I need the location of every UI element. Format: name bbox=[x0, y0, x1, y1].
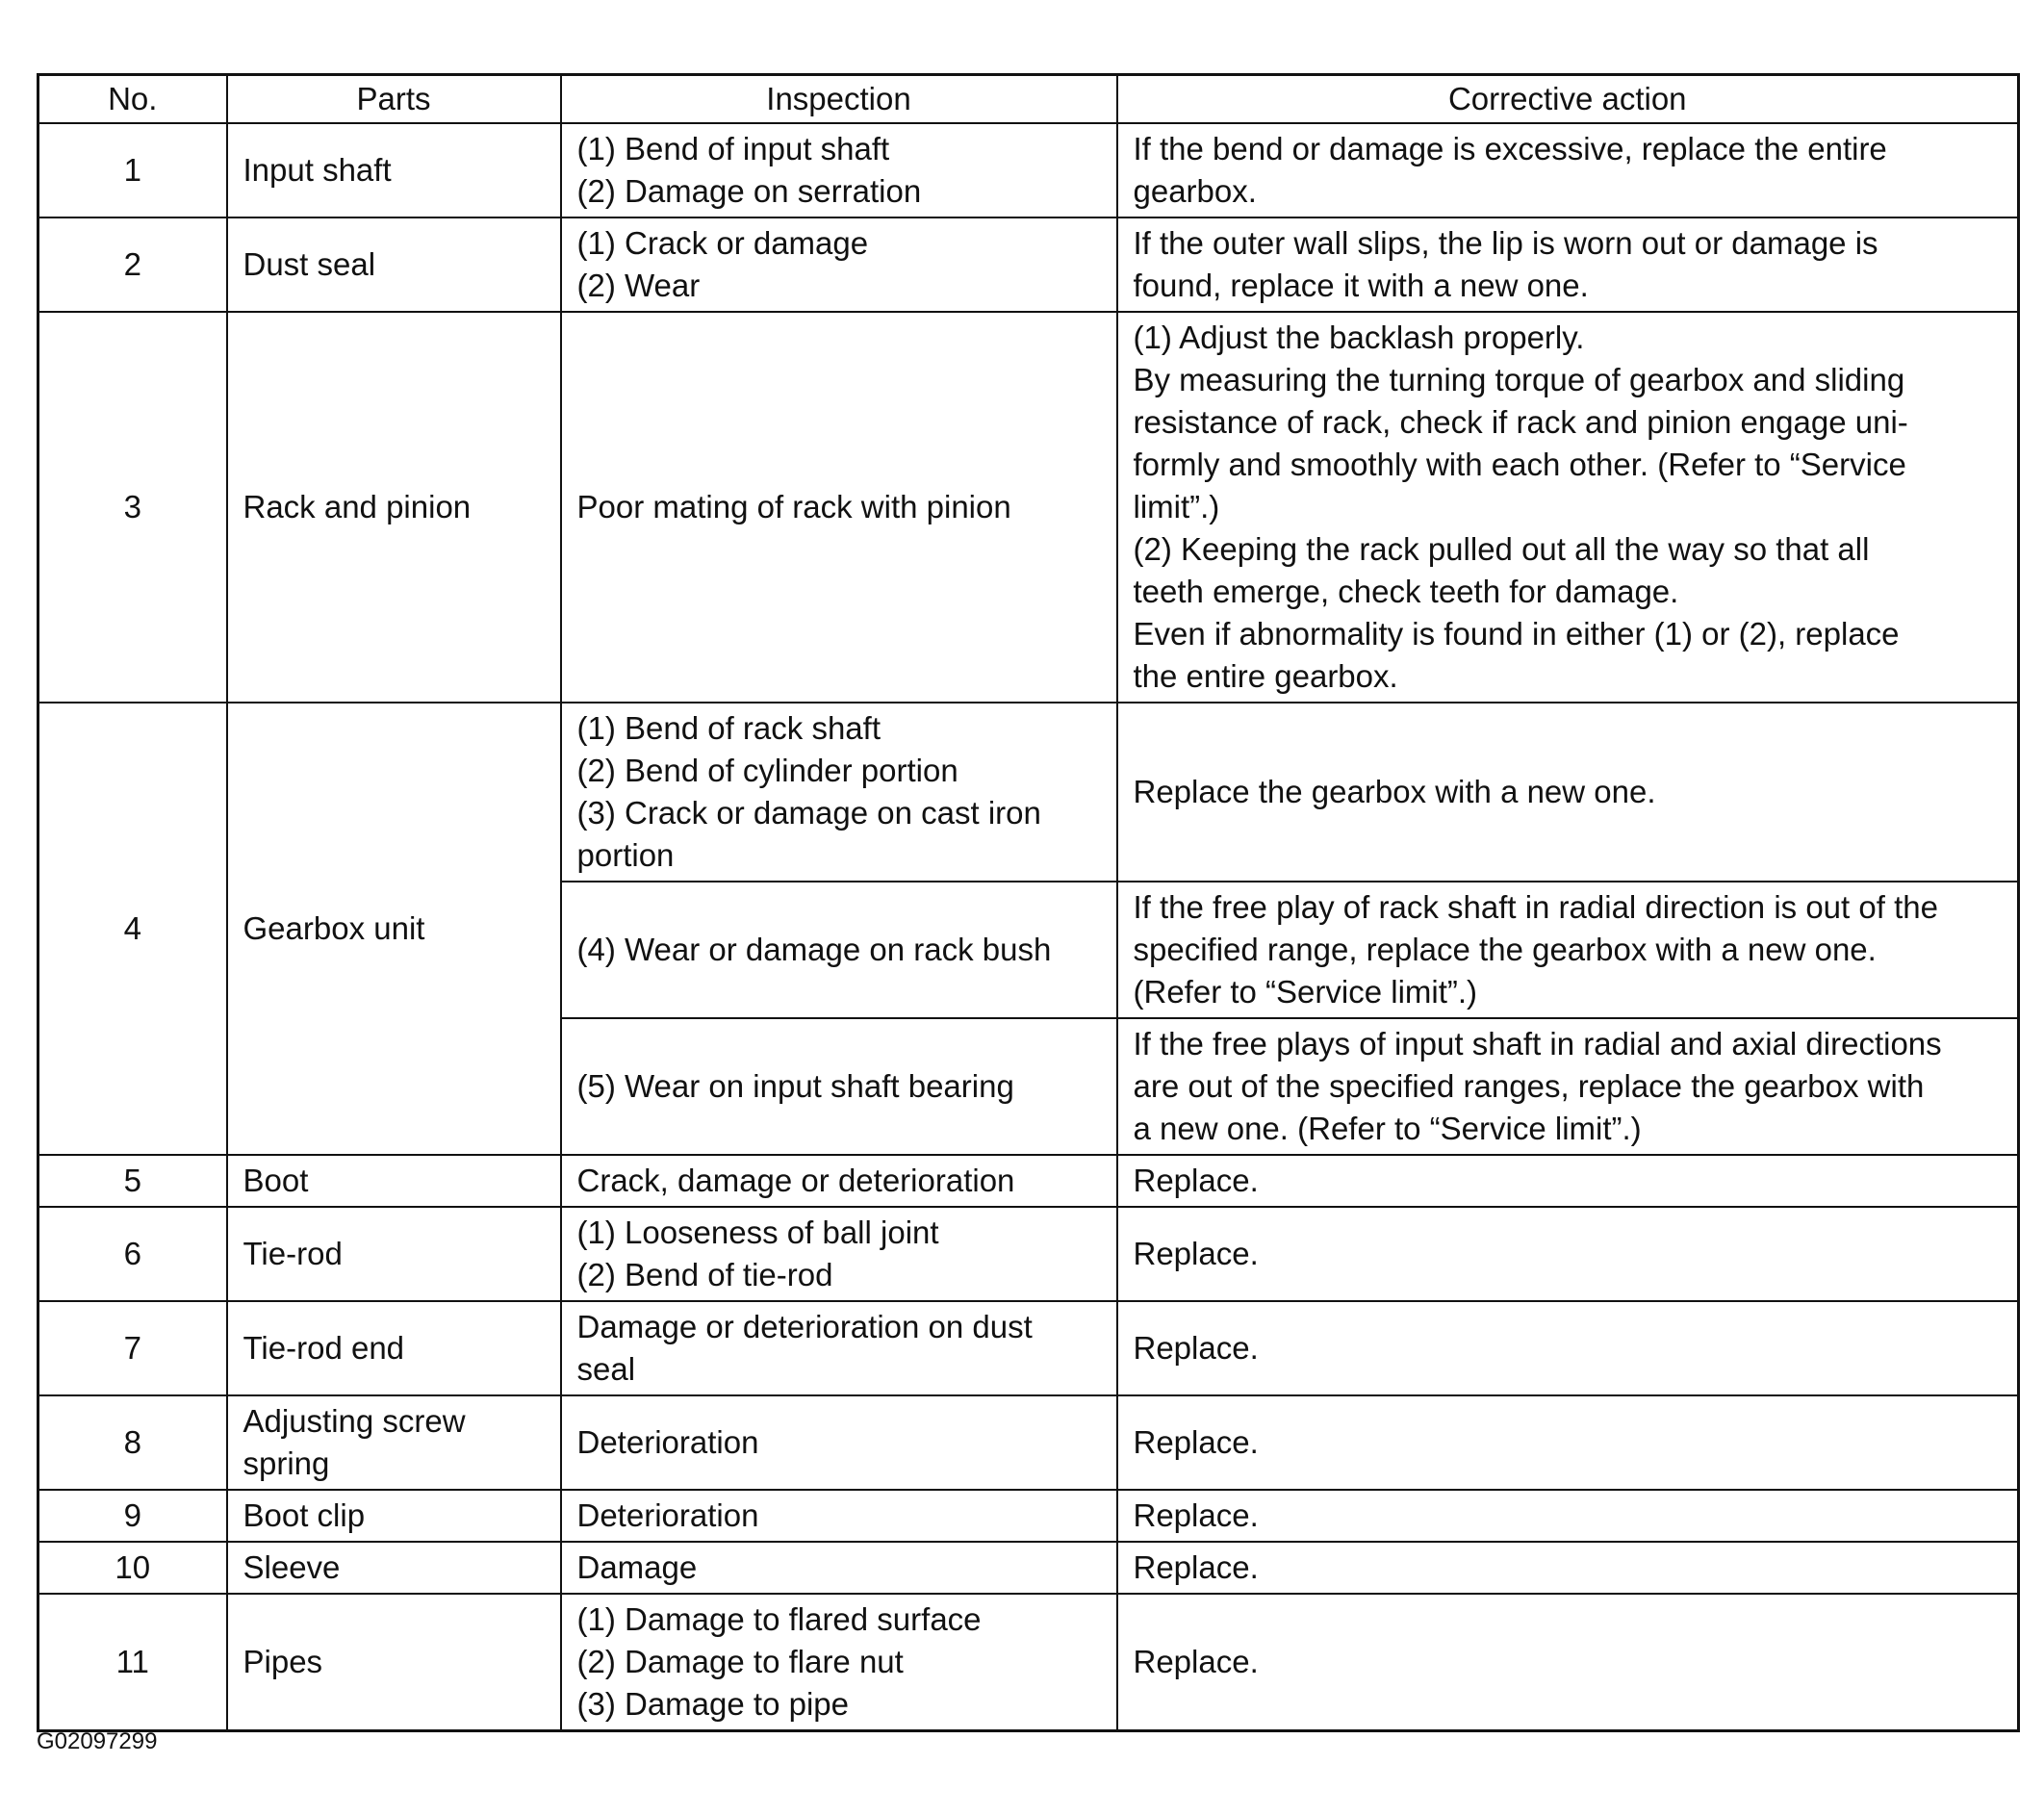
action-cell bbox=[1117, 703, 2019, 882]
inspection-cell bbox=[561, 1594, 1117, 1731]
header-no: No. bbox=[38, 75, 227, 124]
action-cell bbox=[1117, 1155, 2019, 1207]
inspection-cell bbox=[561, 1207, 1117, 1301]
action-cell bbox=[1117, 123, 2019, 217]
action-cell bbox=[1117, 312, 2019, 703]
action-line: Replace. bbox=[1133, 1236, 1259, 1271]
inspection-line: (5) Wear on input shaft bearing bbox=[576, 1068, 1014, 1104]
row-number: 7 bbox=[38, 1301, 227, 1395]
row-number: 3 bbox=[38, 312, 227, 703]
action-cell bbox=[1117, 1301, 2019, 1395]
action-line: By measuring the turning torque of gearbox and sliding bbox=[1133, 362, 1905, 397]
action-cell bbox=[1117, 1490, 2019, 1542]
inspection-cell bbox=[561, 217, 1117, 312]
inspection-line: (3) Crack or damage on cast iron bbox=[576, 795, 1041, 831]
part-name: Sleeve bbox=[227, 1542, 561, 1594]
inspection-line: (2) Damage on serration bbox=[576, 173, 922, 209]
header-row bbox=[38, 75, 2019, 124]
figure-code: G02097299 bbox=[37, 1728, 158, 1754]
row-number: 5 bbox=[38, 1155, 227, 1207]
inspection-cell bbox=[561, 123, 1117, 217]
inspection-line: Deterioration bbox=[576, 1497, 759, 1533]
table-row bbox=[38, 1594, 2019, 1731]
inspection-line: Damage bbox=[576, 1549, 698, 1585]
inspection-cell bbox=[561, 1395, 1117, 1490]
part-name: Tie-rod bbox=[227, 1207, 561, 1301]
action-line: found, replace it with a new one. bbox=[1133, 268, 1589, 303]
row-number: 2 bbox=[38, 217, 227, 312]
part-name: Input shaft bbox=[227, 123, 561, 217]
action-cell bbox=[1117, 1594, 2019, 1731]
action-line: Replace. bbox=[1133, 1497, 1259, 1533]
action-line: Replace. bbox=[1133, 1330, 1259, 1366]
row-number: 4 bbox=[38, 703, 227, 1155]
part-name bbox=[227, 1395, 561, 1490]
table-row bbox=[38, 1490, 2019, 1542]
action-line: gearbox. bbox=[1133, 173, 1257, 209]
action-line: resistance of rack, check if rack and pinion engage uni- bbox=[1133, 404, 1908, 440]
row-number: 6 bbox=[38, 1207, 227, 1301]
row-number: 9 bbox=[38, 1490, 227, 1542]
table-row bbox=[38, 1155, 2019, 1207]
action-line: formly and smoothly with each other. (Refer to “Service bbox=[1133, 447, 1906, 482]
action-line: (1) Adjust the backlash properly. bbox=[1133, 320, 1585, 355]
table-row bbox=[38, 1395, 2019, 1490]
action-cell bbox=[1117, 1542, 2019, 1594]
inspection-line: (2) Wear bbox=[576, 268, 701, 303]
part-name: Rack and pinion bbox=[227, 312, 561, 703]
row-number: 8 bbox=[38, 1395, 227, 1490]
part-name: Dust seal bbox=[227, 217, 561, 312]
inspection-line: Poor mating of rack with pinion bbox=[576, 489, 1011, 524]
inspection-cell bbox=[561, 1490, 1117, 1542]
inspection-line: Crack, damage or deterioration bbox=[576, 1163, 1015, 1198]
inspection-line: (4) Wear or damage on rack bush bbox=[576, 932, 1052, 967]
action-line: a new one. (Refer to “Service limit”.) bbox=[1133, 1111, 1642, 1146]
inspection-cell bbox=[561, 312, 1117, 703]
action-line: teeth emerge, check teeth for damage. bbox=[1133, 574, 1679, 609]
action-line: are out of the specified ranges, replace the gearbox with bbox=[1133, 1068, 1925, 1104]
part-name: Tie-rod end bbox=[227, 1301, 561, 1395]
table-row bbox=[38, 703, 2019, 882]
action-line: limit”.) bbox=[1133, 489, 1220, 524]
inspection-cell bbox=[561, 1542, 1117, 1594]
action-line: If the free plays of input shaft in radial and axial directions bbox=[1133, 1026, 1942, 1061]
header-inspection: Inspection bbox=[561, 75, 1117, 124]
inspection-line: (1) Bend of rack shaft bbox=[576, 710, 881, 746]
action-line: Replace the gearbox with a new one. bbox=[1133, 774, 1656, 809]
inspection-line: Deterioration bbox=[576, 1424, 759, 1460]
action-line: (Refer to “Service limit”.) bbox=[1133, 974, 1478, 1010]
inspection-cell bbox=[561, 1018, 1117, 1155]
table-row bbox=[38, 217, 2019, 312]
action-cell bbox=[1117, 882, 2019, 1018]
inspection-line: (1) Bend of input shaft bbox=[576, 131, 890, 166]
inspection-cell bbox=[561, 1155, 1117, 1207]
table-row bbox=[38, 312, 2019, 703]
inspection-line: portion bbox=[576, 837, 675, 873]
action-line: Replace. bbox=[1133, 1644, 1259, 1679]
table-row bbox=[38, 1207, 2019, 1301]
action-line: If the bend or damage is excessive, replace the entire bbox=[1133, 131, 1887, 166]
inspection-table bbox=[37, 73, 2020, 1732]
action-line: (2) Keeping the rack pulled out all the way so that all bbox=[1133, 531, 1870, 567]
action-line: Replace. bbox=[1133, 1163, 1259, 1198]
part-name-text: Adjusting screw spring bbox=[243, 1403, 466, 1481]
inspection-cell bbox=[561, 1301, 1117, 1395]
action-line: If the outer wall slips, the lip is worn out or damage is bbox=[1133, 225, 1878, 261]
inspection-line: (3) Damage to pipe bbox=[576, 1686, 849, 1722]
part-name: Boot clip bbox=[227, 1490, 561, 1542]
inspection-line: (1) Damage to flared surface bbox=[576, 1601, 982, 1637]
action-line: Replace. bbox=[1133, 1424, 1259, 1460]
row-number: 1 bbox=[38, 123, 227, 217]
header-corrective-action: Corrective action bbox=[1117, 75, 2019, 124]
part-name: Boot bbox=[227, 1155, 561, 1207]
row-number: 10 bbox=[38, 1542, 227, 1594]
table-row bbox=[38, 1542, 2019, 1594]
action-cell bbox=[1117, 1018, 2019, 1155]
inspection-line: seal bbox=[576, 1351, 636, 1387]
action-line: Even if abnormality is found in either (1) or (2), replace bbox=[1133, 616, 1900, 652]
action-cell bbox=[1117, 1207, 2019, 1301]
inspection-line: Damage or deterioration on dust bbox=[576, 1309, 1033, 1344]
action-line: If the free play of rack shaft in radial direction is out of the bbox=[1133, 889, 1938, 925]
row-number: 11 bbox=[38, 1594, 227, 1731]
action-line: specified range, replace the gearbox with a new one. bbox=[1133, 932, 1877, 967]
inspection-line: (2) Damage to flare nut bbox=[576, 1644, 904, 1679]
inspection-line: (1) Looseness of ball joint bbox=[576, 1215, 939, 1250]
table-row bbox=[38, 1301, 2019, 1395]
header-parts: Parts bbox=[227, 75, 561, 124]
inspection-line: (1) Crack or damage bbox=[576, 225, 869, 261]
action-line: Replace. bbox=[1133, 1549, 1259, 1585]
part-name: Pipes bbox=[227, 1594, 561, 1731]
table-row bbox=[38, 123, 2019, 217]
action-cell bbox=[1117, 217, 2019, 312]
inspection-cell bbox=[561, 882, 1117, 1018]
action-cell bbox=[1117, 1395, 2019, 1490]
inspection-line: (2) Bend of tie-rod bbox=[576, 1257, 833, 1292]
part-name: Gearbox unit bbox=[227, 703, 561, 1155]
action-line: the entire gearbox. bbox=[1133, 658, 1398, 694]
inspection-cell bbox=[561, 703, 1117, 882]
inspection-line: (2) Bend of cylinder portion bbox=[576, 753, 958, 788]
